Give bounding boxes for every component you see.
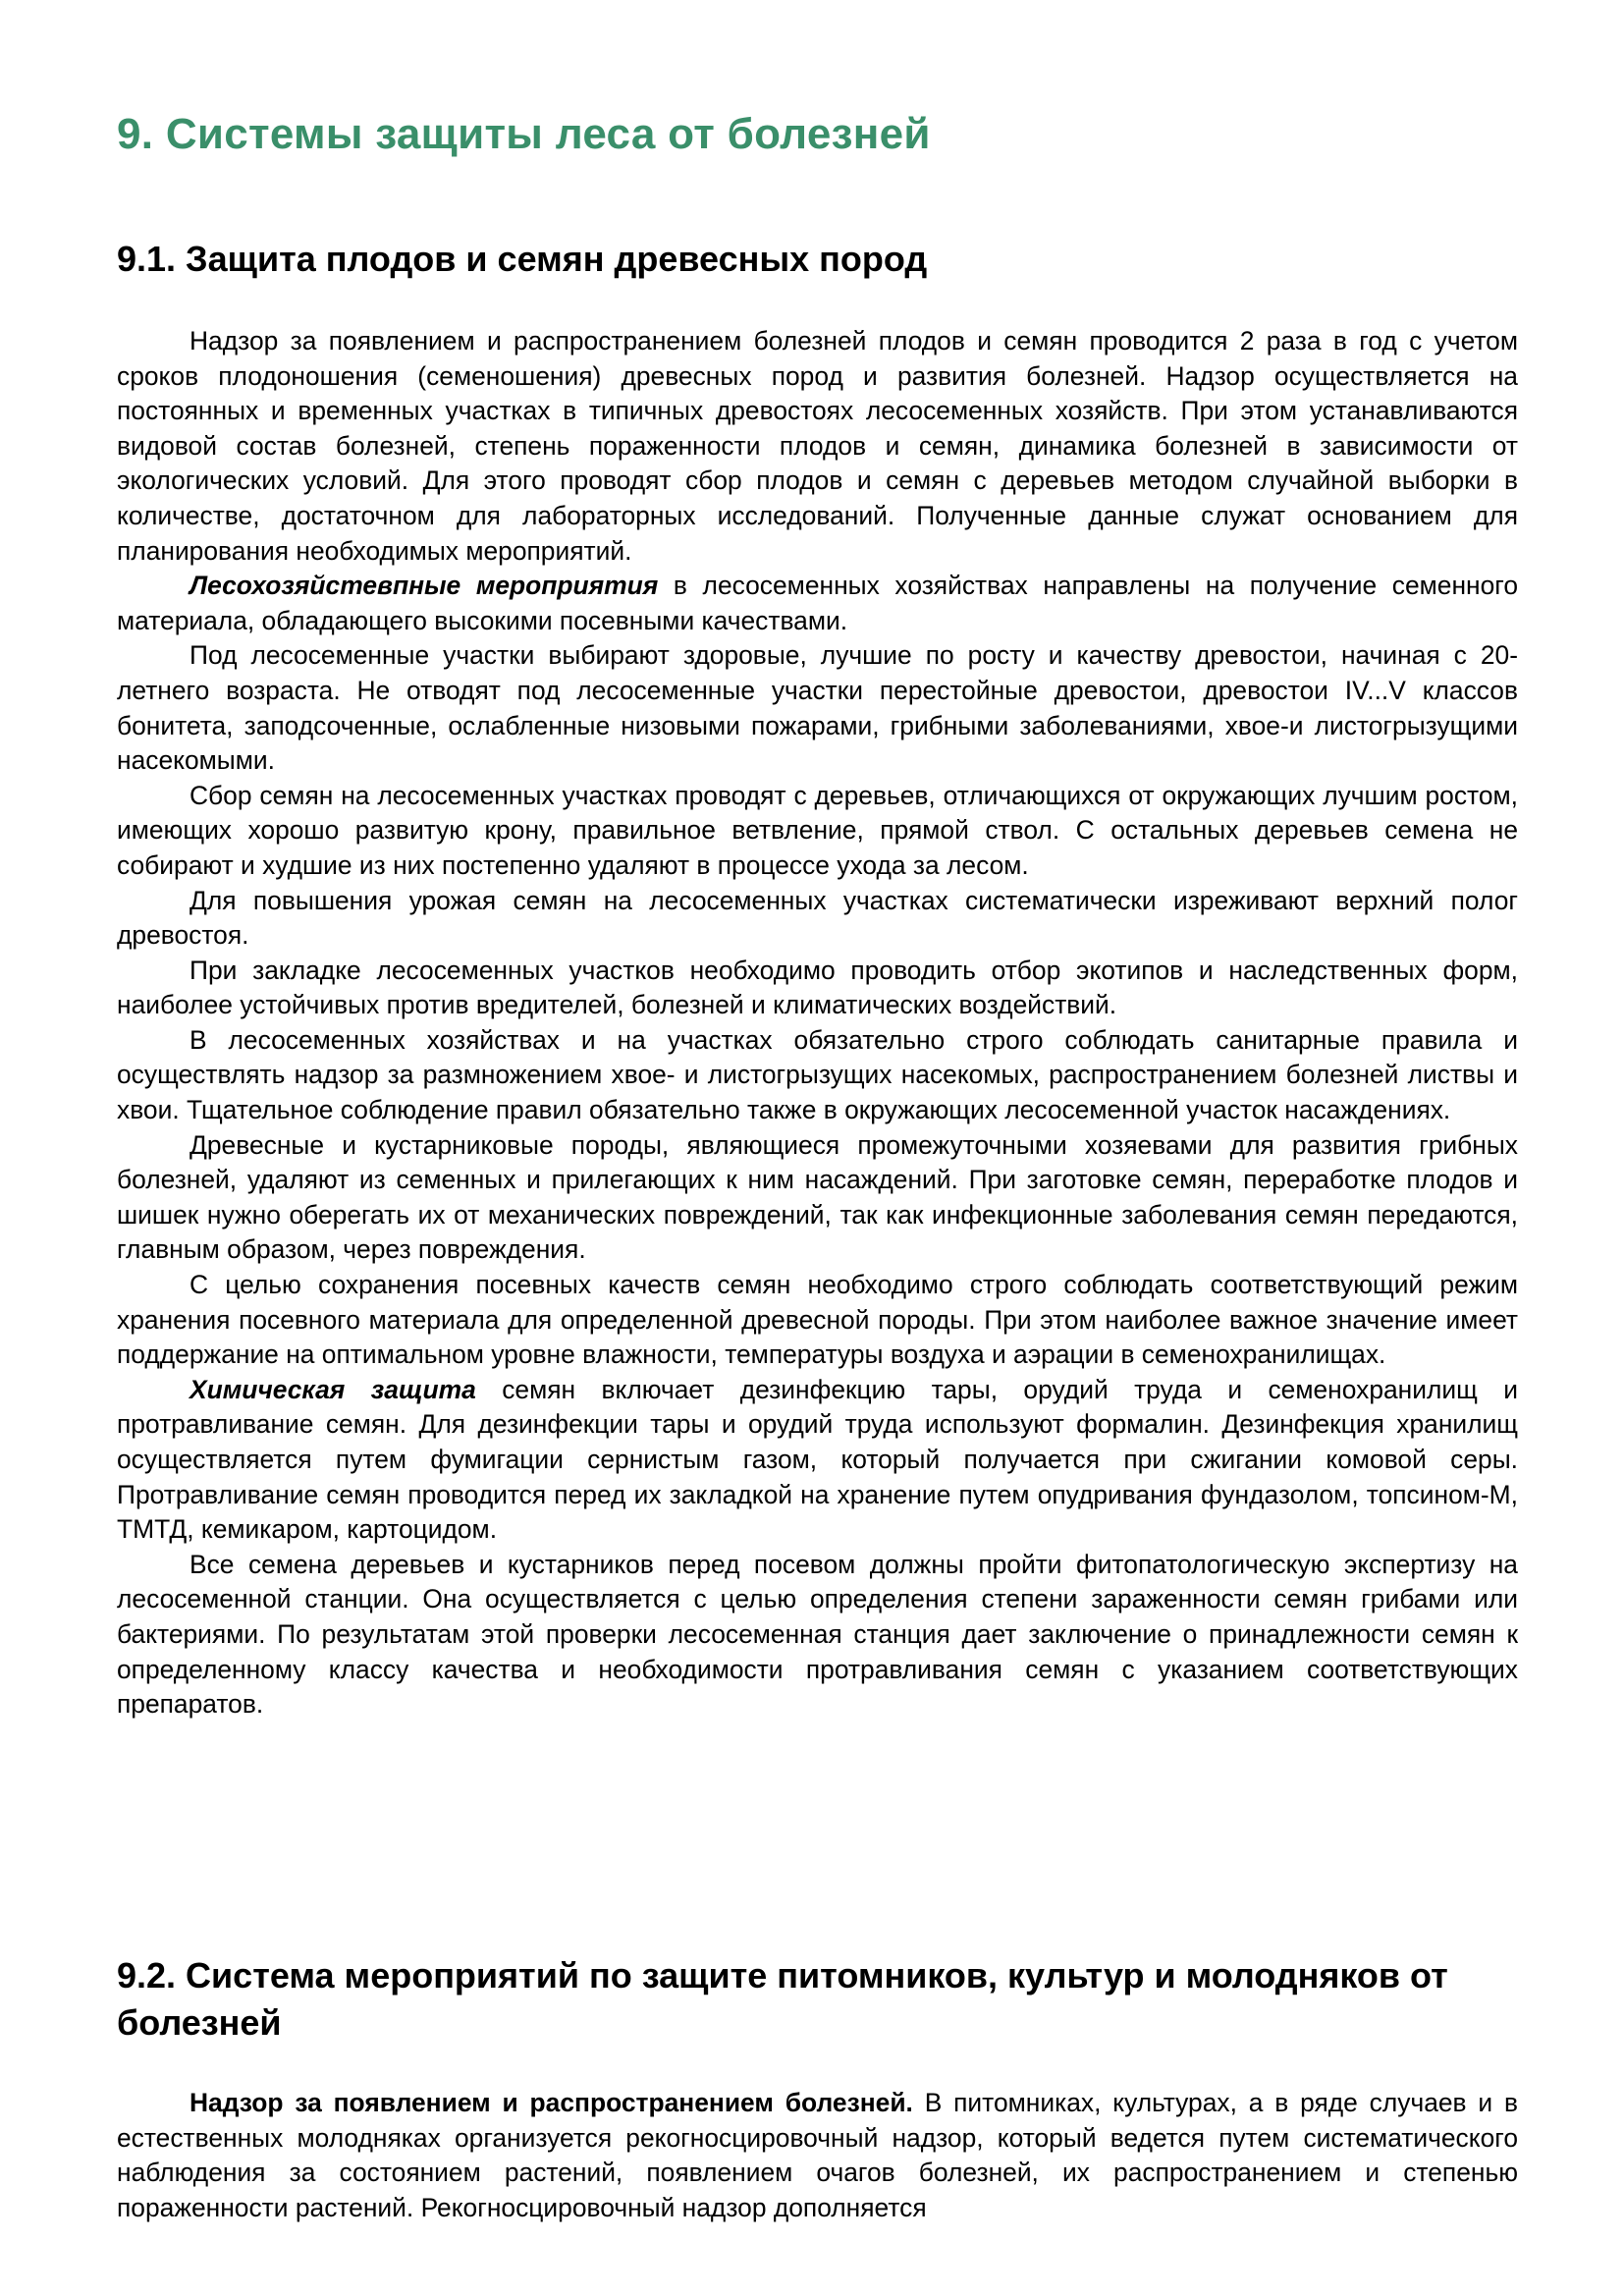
paragraph — [117, 638, 1518, 778]
section-title-9-1: 9.1. Защита плодов и семян древесных пород — [117, 239, 928, 279]
paragraph — [117, 1373, 1518, 1548]
paragraph — [117, 1128, 1518, 1268]
paragraph-text: При закладке лесосеменных участков необходимо проводить отбор экотипов и наследственных форм, наиболее устойчивых против вредителей, болезней и климатических воздействий. — [117, 955, 1518, 1020]
paragraph — [117, 954, 1518, 1023]
chapter-title: 9. Системы защиты леса от болезней — [117, 110, 931, 158]
paragraph — [117, 324, 1518, 569]
section-body-9-2 — [117, 2086, 1518, 2225]
paragraph-text: Надзор за появлением и распространением болезней плодов и семян проводится 2 раза в год с учетом сроков плодоношения (семеношения) древесных пород и развития болезней. Надзор осуществляется на постоянных и временных участках в типичных древостоях лесосеменных хозяйств. При этом устанавливаются видовой состав болезней, степень пораженности плодов и семян, динамика болезней в зависимости от экологических условий. Для этого проводят сбор плодов и семян с деревьев методом случайной выборки в количестве, достаточном для лабораторных исследований. Полученные данные служат основанием для планирования необходимых мероприятий. — [117, 326, 1518, 566]
paragraph-text: Древесные и кустарниковые породы, являющиеся промежуточными хозяевами для развития грибных болезней, удаляют из семенных и прилегающих к ним насаждений. При заготовке семян, переработке плодов и шишек нужно оберегать их от механических повреждений, так как инфекционные заболевания семян передаются, главным образом, через повреждения. — [117, 1129, 1518, 1265]
paragraph-text: Все семена деревьев и кустарников перед посевом должны пройти фитопатологическую экспертизу на лесосеменной станции. Она осуществляется с целью определения степени зараженности семян грибами или бактериями. По результатам этой проверки лесосеменная станция дает заключение о принадлежности семян к определенному классу качества и необходимости протравливания семян с указанием соответствующих препаратов. — [117, 1549, 1518, 1720]
paragraph-text: В лесосеменных хозяйствах и на участках обязательно строго соблюдать санитарные правила и осуществлять надзор за размножением хвое- и листогрызущих насекомых, распространением болезней листвы и хвои. Тщательное соблюдение правил обязательно также в окружающих лесосеменной участок насаждениях. — [117, 1024, 1518, 1125]
paragraph-text: Для повышения урожая семян на лесосеменных участках систематически изреживают верхний полог древостоя. — [117, 885, 1518, 951]
paragraph-lead: Надзор за появлением и распространением болезней. — [189, 2088, 913, 2117]
paragraph — [117, 2086, 1518, 2225]
paragraph — [117, 1548, 1518, 1722]
paragraph — [117, 569, 1518, 638]
paragraph — [117, 779, 1518, 884]
section-title-9-2: 9.2. Система мероприятий по защите питомников, культур и молодняков от болезней — [117, 1955, 1448, 2043]
paragraph — [117, 884, 1518, 954]
paragraph-text: семян включает дезинфекцию тары, орудий труда и семенохранилищ и протравливание семян. Для дезинфекции тары и орудий труда используют формалин. Дезинфекция хранилищ осуществляется путем фумигации сернистым газом, который получается при сжигании комовой серы. Протравливание семян проводится перед их закладкой на хранение путем опудривания фундазолом, топсином-М, ТМТД, кемикаром, картоцидом. — [117, 1374, 1518, 1545]
paragraph-text: В питомниках, культурах, а в ряде случаев и в естественных молодняках организуется рекогносцировочный надзор, который ведется путем систематического наблюдения за состоянием растений, появлением очагов болезней, их распространением и степенью пораженности растений. Рекогносцировочный надзор дополняется — [117, 2088, 1518, 2222]
paragraph — [117, 1023, 1518, 1128]
paragraph-text: Сбор семян на лесосеменных участках проводят с деревьев, отличающихся от окружающих лучшим ростом, имеющих хорошо развитую крону, правильное ветвление, прямой ствол. С остальных деревьев семена не собирают и худшие из них постепенно удаляют в процессе ухода за лесом. — [117, 780, 1518, 880]
section-body-9-1 — [117, 324, 1518, 1722]
paragraph-text: С целью сохранения посевных качеств семян необходимо строго соблюдать соответствующий режим хранения посевного материала для определенной древесной породы. При этом наиболее важное значение имеет поддержание на оптимальном уровне влажности, температуры воздуха и аэрации в семенохранилищах. — [117, 1270, 1518, 1370]
paragraph-lead: Химическая защита — [189, 1374, 476, 1404]
paragraph-text: в лесосеменных хозяйствах направлены на получение семенного материала, обладающего высокими посевными качествами. — [117, 571, 1518, 635]
paragraph-text: Под лесосеменные участки выбирают здоровые, лучшие по росту и качеству древостои, начиная с 20-летнего возраста. Не отводят под лесосеменные участки перестойные древостои, древостои IV...V классов бонитета, заподсоченные, ослабленные низовыми пожарами, грибными заболеваниями, хвое-и листогрызущими насекомыми. — [117, 640, 1518, 776]
paragraph — [117, 1268, 1518, 1373]
paragraph-lead: Лесохозяйстевпные мероприятия — [189, 571, 659, 601]
